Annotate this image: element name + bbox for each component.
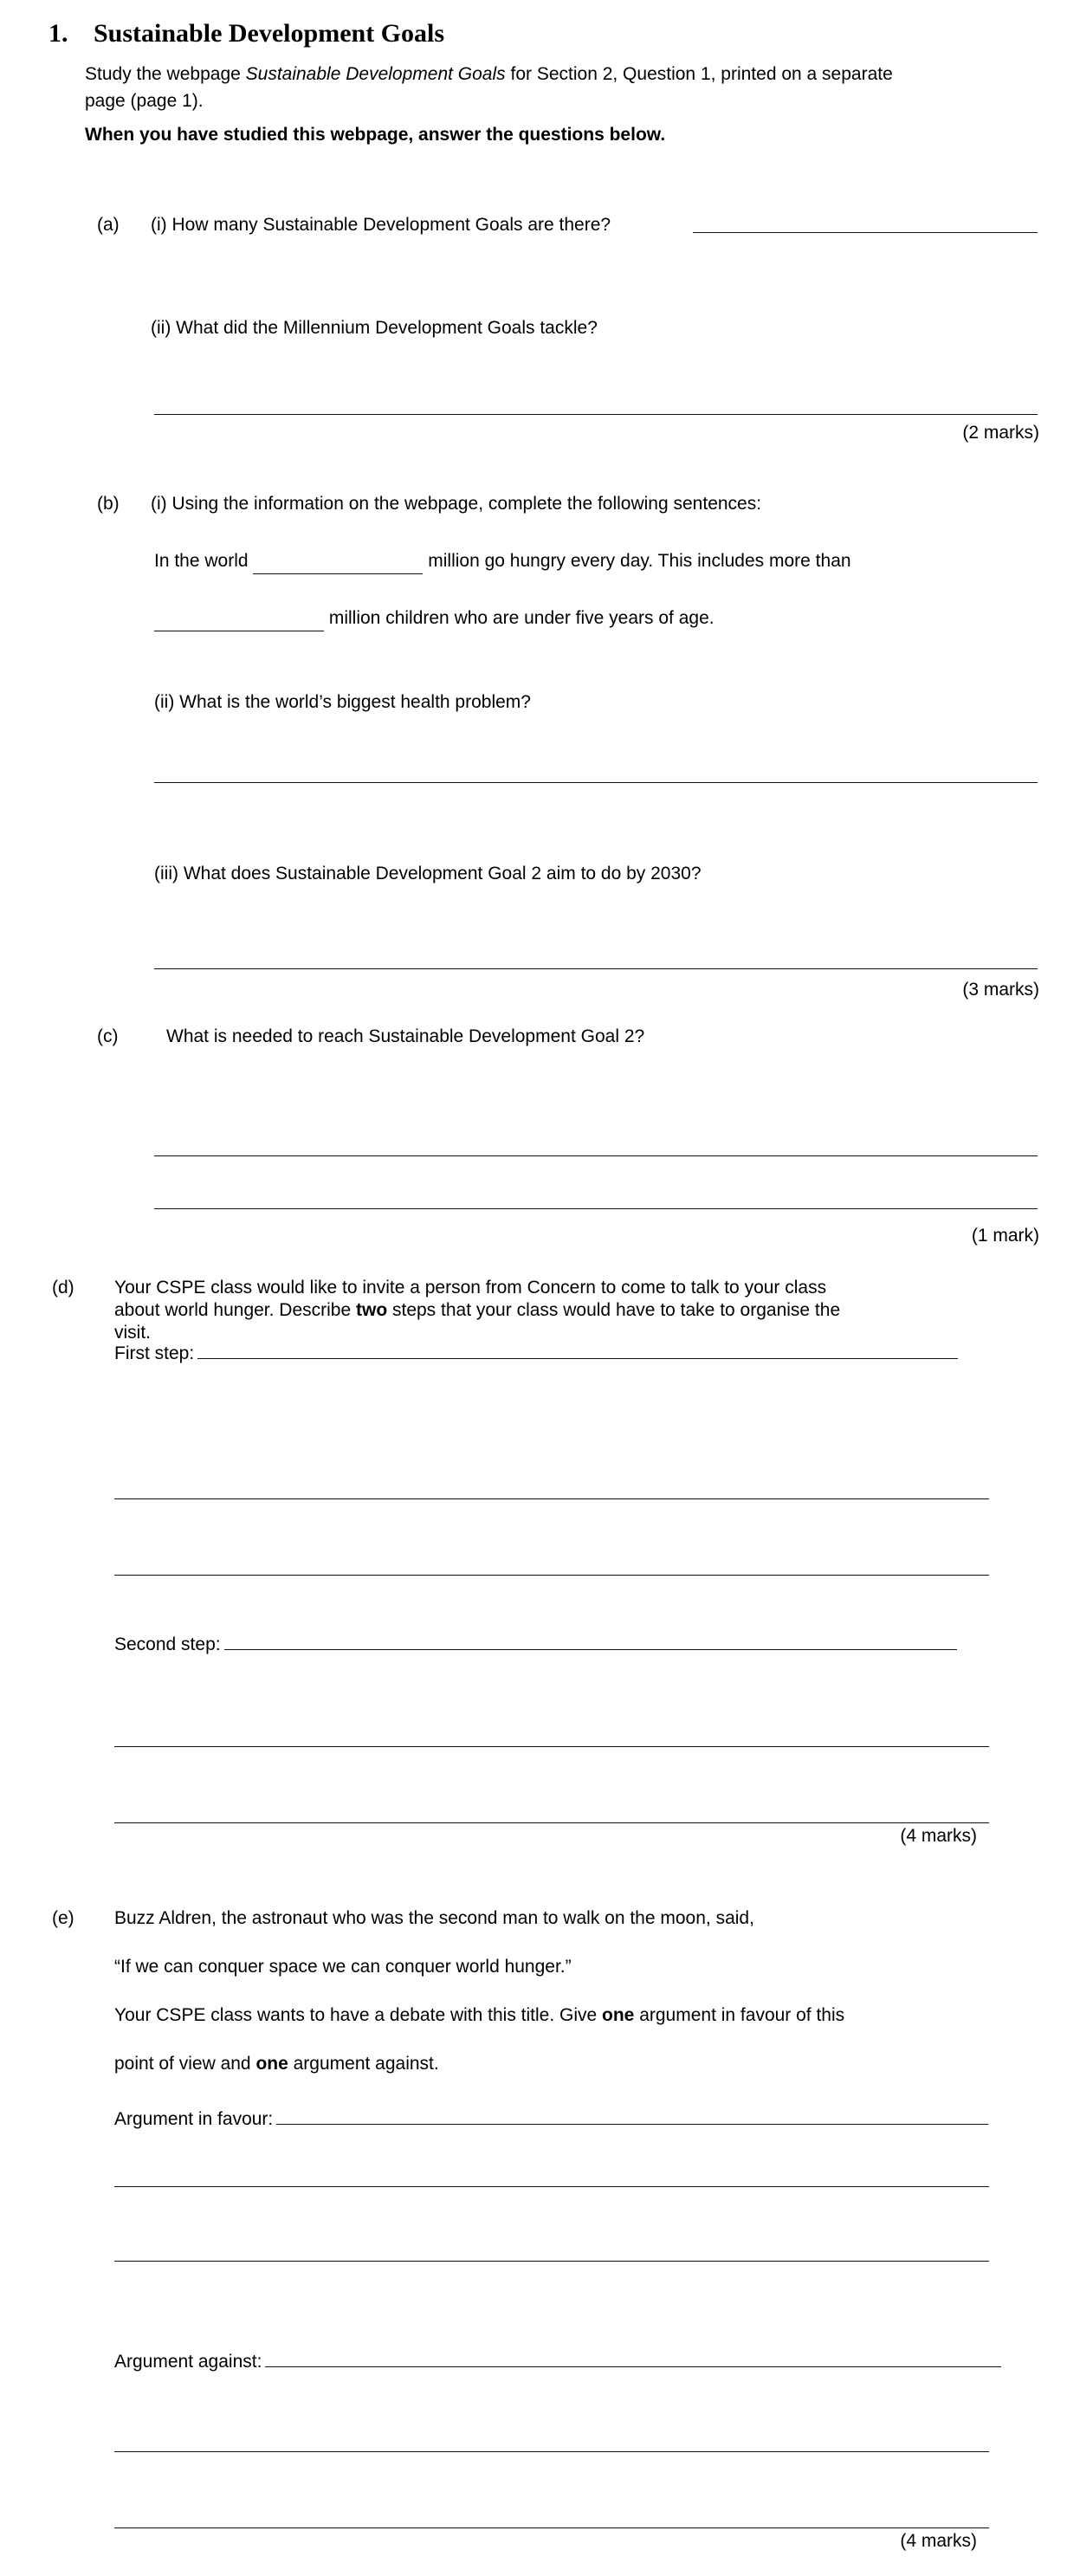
part-b-i-question: (i) Using the information on the webpage, complete the following sentences:	[151, 494, 762, 514]
part-d-second-step-line-2[interactable]	[114, 1746, 989, 1747]
part-b-iii-row	[154, 860, 1020, 887]
intro-paragraph	[85, 61, 1003, 114]
part-e-line3-after: argument in favour of this	[634, 2005, 845, 2025]
part-b-ii-row	[154, 689, 1020, 715]
part-e-against-line-2[interactable]	[114, 2451, 989, 2452]
part-e-line3-bold: one	[602, 2005, 635, 2025]
part-c-marks: (1 mark)	[971, 1226, 1039, 1246]
part-c-answer-line-1[interactable]	[154, 1155, 1038, 1156]
part-d-row	[52, 1277, 970, 1344]
part-e-against-line-3[interactable]	[114, 2527, 989, 2528]
part-c-row	[97, 1023, 1015, 1050]
part-b-sentence1-after: million go hungry every day. This includes more than	[428, 551, 851, 571]
part-b-blank-2[interactable]	[154, 612, 324, 631]
question-title: Sustainable Development Goals	[94, 19, 445, 48]
part-b-sentence2-after: million children who are under five years of age.	[328, 608, 715, 628]
part-e-question	[114, 1894, 894, 2088]
intro-line1-before: Study the webpage	[85, 64, 246, 84]
part-d-label: (d)	[52, 1278, 74, 1298]
part-e-against-label: Argument against:	[114, 2352, 262, 2372]
part-b-ii-answer-line-1[interactable]	[154, 782, 1038, 783]
part-d-second-step-line-3[interactable]	[114, 1822, 989, 1823]
part-b-iii-question: (iii) What does Sustainable Development Goal 2 aim to do by 2030?	[154, 864, 702, 883]
part-d-second-step-line[interactable]	[224, 1630, 957, 1650]
intro-instruction: When you have studied this webpage, answer the questions below.	[85, 125, 666, 145]
page-title	[48, 19, 1001, 49]
part-d-line2-before: about world hunger. Describe	[114, 1300, 356, 1320]
part-e-favour-label: Argument in favour:	[114, 2109, 274, 2129]
part-b-iii-answer-line-1[interactable]	[154, 968, 1038, 969]
part-e-against	[114, 2347, 1001, 2375]
part-e-row	[52, 1894, 970, 2088]
part-e-favour-line-3[interactable]	[114, 2261, 989, 2262]
part-c-question: What is needed to reach Sustainable Development Goal 2?	[166, 1026, 645, 1046]
intro-line1-italic: Sustainable Development Goals	[245, 64, 506, 84]
part-e-line4-before: point of view and	[114, 2054, 256, 2074]
part-b-blank-1[interactable]	[253, 554, 423, 574]
part-e-line1: Buzz Aldren, the astronaut who was the second man to walk on the moon, said,	[114, 1908, 754, 1928]
part-d-line1: Your CSPE class would like to invite a person from Concern to come to talk to your class	[114, 1278, 827, 1298]
part-d-line2-bold: two	[356, 1300, 388, 1320]
part-c-label: (c)	[97, 1026, 119, 1046]
part-d-second-step	[114, 1630, 957, 1658]
part-d-second-step-label: Second step:	[114, 1634, 221, 1654]
part-a-i-answer-line[interactable]	[693, 232, 1038, 233]
question-number: 1.	[48, 19, 68, 48]
part-b-marks: (3 marks)	[962, 980, 1039, 1000]
part-e-line4-bold: one	[255, 2054, 288, 2074]
part-b-sentence-1	[154, 547, 1029, 574]
part-a-i-row	[97, 211, 1015, 238]
part-c-answer-line-2[interactable]	[154, 1208, 1038, 1209]
part-a-label: (a)	[97, 215, 120, 235]
part-a-ii-row	[151, 314, 1017, 341]
part-d-question	[114, 1277, 876, 1344]
part-a-ii-question: (ii) What did the Millennium Development Goals tackle?	[151, 318, 598, 338]
part-e-line4-after: argument against.	[288, 2054, 439, 2074]
part-e-line3-before: Your CSPE class wants to have a debate with this title. Give	[114, 2005, 603, 2025]
part-a-ii-answer-line-1[interactable]	[154, 414, 1038, 415]
part-e-marks: (4 marks)	[900, 2531, 977, 2551]
part-d-line3: visit.	[114, 1323, 151, 1343]
part-a-marks: (2 marks)	[962, 423, 1039, 443]
part-b-i-row	[97, 490, 1015, 517]
part-b-sentence-2	[154, 605, 1029, 631]
intro-line1-after: for Section 2, Question 1, printed on a separate	[505, 64, 893, 84]
part-a-i-question: (i) How many Sustainable Development Goals are there?	[151, 215, 611, 235]
part-d-marks: (4 marks)	[900, 1826, 977, 1846]
part-d-first-step	[114, 1339, 958, 1367]
part-e-against-line[interactable]	[265, 2347, 1001, 2367]
intro-line2: page (page 1).	[85, 91, 204, 111]
part-b-ii-question: (ii) What is the world’s biggest health problem?	[154, 692, 531, 712]
part-e-favour-line[interactable]	[276, 2105, 988, 2125]
part-b-label: (b)	[97, 494, 120, 514]
part-e-quote: “If we can conquer space we can conquer world hunger.”	[114, 1957, 572, 1977]
part-e-label: (e)	[52, 1908, 74, 1928]
part-e-favour-line-2[interactable]	[114, 2186, 989, 2187]
part-d-first-step-line-3[interactable]	[114, 1575, 989, 1576]
part-d-first-step-line-2[interactable]	[114, 1498, 989, 1499]
part-d-first-step-label: First step:	[114, 1343, 195, 1363]
part-b-sentence1-before: In the world	[154, 551, 249, 571]
part-d-first-step-line[interactable]	[197, 1339, 958, 1359]
part-e-favour	[114, 2105, 988, 2133]
part-d-line2-after: steps that your class would have to take to organise the	[387, 1300, 841, 1320]
